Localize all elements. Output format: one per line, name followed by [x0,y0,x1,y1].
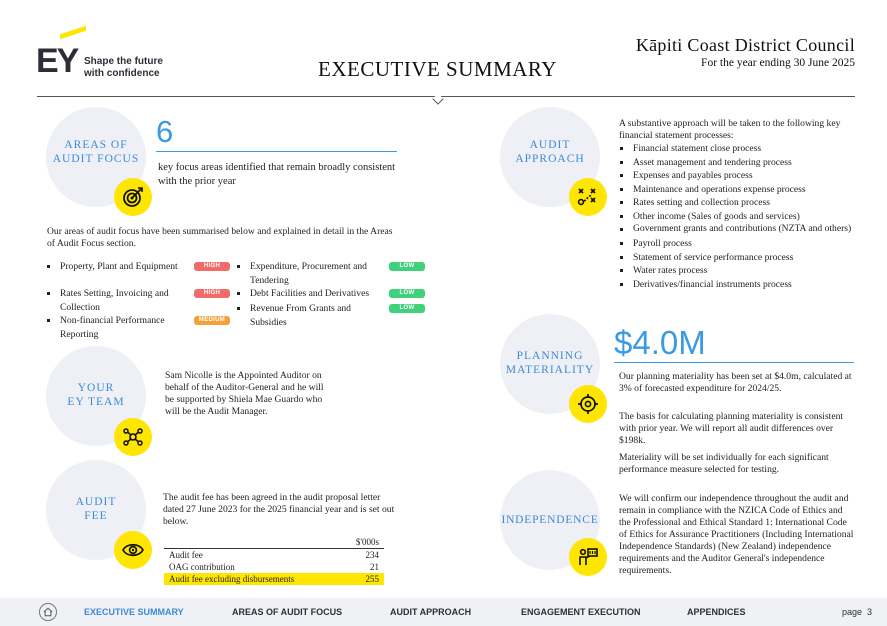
header-divider [37,96,855,97]
focus-caption: key focus areas identified that remain broadly consistent with the prior year [158,162,396,187]
network-icon [114,418,152,456]
council-name: Kāpiti Coast District Council [635,35,855,55]
reporting-period: For the year ending 30 June 2025 [701,57,855,69]
materiality-amount: $4.0M [614,324,706,361]
list-item: Water rates process [619,264,854,278]
page-title: EXECUTIVE SUMMARY [318,57,557,81]
rating-badge-low: LOW [389,304,425,313]
target-icon [114,178,152,216]
focus-list-right [236,260,386,329]
fee-table [164,536,384,585]
ey-logo: EY [36,42,78,80]
focus-area-count: 6 [156,114,174,149]
table-row [164,561,384,573]
logo-tagline: Shape the future with confidence [84,56,163,79]
list-item: Rates Setting, Invoicing and Collection [46,287,186,314]
list-item: Government grants and contributions (NZTA and others) [619,223,854,235]
list-item: Non-financial Performance Reporting [46,314,186,341]
focus-intro: Our areas of audit focus have been summarised below and explained in detail in the Areas of Audit Focus section. [47,226,393,249]
list-item: Revenue From Grants and Subsidies [236,302,386,329]
home-button[interactable] [39,603,57,621]
eye-icon [114,531,152,569]
list-item: Rates setting and collection process [619,196,854,210]
audit-fee-label: AUDIT FEE [75,496,117,522]
focus-list-left [46,260,186,341]
list-item: Debt Facilities and Derivatives [236,287,386,302]
list-item: Maintenance and operations expense process [619,183,854,197]
audit-approach-label: AUDIT APPROACH [515,139,585,165]
page-number: page 3 [841,607,872,617]
fee-text: The audit fee has been agreed in the audit proposal letter dated 27 June 2023 for the 2025 financial year and is set out below. [163,492,395,527]
table-cell: OAG contribution [169,562,235,572]
materiality-para-1: Our planning materiality has been set at $4.0m, calculated at 3% of forecasted expenditure for 2024/25. [619,371,852,394]
team-text: Sam Nicolle is the Appointed Auditor on behalf of the Auditor-General and he will be supported by Shiela Mae Guardo who will be the Audit Manager. [165,370,324,417]
nav-executive-summary[interactable]: EXECUTIVE SUMMARY [84,607,184,617]
ey-logo-beam [60,26,86,39]
independence-label: INDEPENDENCE [501,514,599,526]
rating-badge-high: HIGH [194,289,230,298]
nav-areas-of-audit-focus[interactable]: AREAS OF AUDIT FOCUS [232,607,343,617]
nav-engagement-execution[interactable]: ENGAGEMENT EXECUTION [521,607,641,617]
approach-intro: A substantive approach will be taken to the following key financial statement processes: [619,118,841,141]
list-item: Expenses and payables process [619,169,854,183]
table-cell: Audit fee [169,550,203,560]
list-item: Property, Plant and Equipment [46,260,186,287]
rating-badge-medium: MEDIUM [194,316,230,325]
rating-badge-low: LOW [389,262,425,271]
approach-list [619,142,854,291]
column-header: $'000s [341,536,384,549]
materiality-rule [614,362,854,363]
table-cell: 255 [341,573,384,585]
crosshair-icon [569,385,607,423]
areas-of-focus-label: AREAS OF AUDIT FOCUS [52,139,140,165]
materiality-para-2: The basis for calculating planning materiality is consistent with prior year. We will report all audit differences over $198k. [619,411,844,446]
rating-badge-low: LOW [389,289,425,298]
list-item: Payroll process [619,237,854,251]
table-row [164,549,384,562]
list-item: Derivatives/financial instruments process [619,278,854,292]
home-icon [43,607,53,617]
list-item: Expenditure, Procurement and Tendering [236,260,386,287]
nav-audit-approach[interactable]: AUDIT APPROACH [390,607,472,617]
rating-badge-high: HIGH [194,262,230,271]
table-cell: Audit fee excluding disbursements [164,573,341,585]
independence-text: We will confirm our independence throughout the audit and remain in compliance with the NZICA Code of Ethics and the Professional and Ethical Standard 1: International Code of Ethics for Assurance Practitioners (Including International Independence Standards) (New Zealand) independence requirements and the Auditor General's independence requirements. [619,493,854,576]
materiality-para-3: Materiality will be set individually for each significant performance measure selected for testing. [619,452,829,475]
list-item: Statement of service performance process [619,251,854,265]
strategy-icon [569,178,607,216]
focus-rule [156,151,397,152]
list-item: Asset management and tendering process [619,156,854,170]
materiality-label: PLANNING MATERIALITY [505,350,595,376]
table-row-highlighted [164,573,384,585]
list-item: Other income (Sales of goods and services) [619,210,854,224]
person-board-icon [569,538,607,576]
list-item: Financial statement close process [619,142,854,156]
table-cell: 21 [370,562,379,572]
nav-appendices[interactable]: APPENDICES [687,607,746,617]
table-cell: 234 [365,550,379,560]
ey-team-label: YOUR EY TEAM [67,382,125,408]
table-header-row [164,536,384,549]
